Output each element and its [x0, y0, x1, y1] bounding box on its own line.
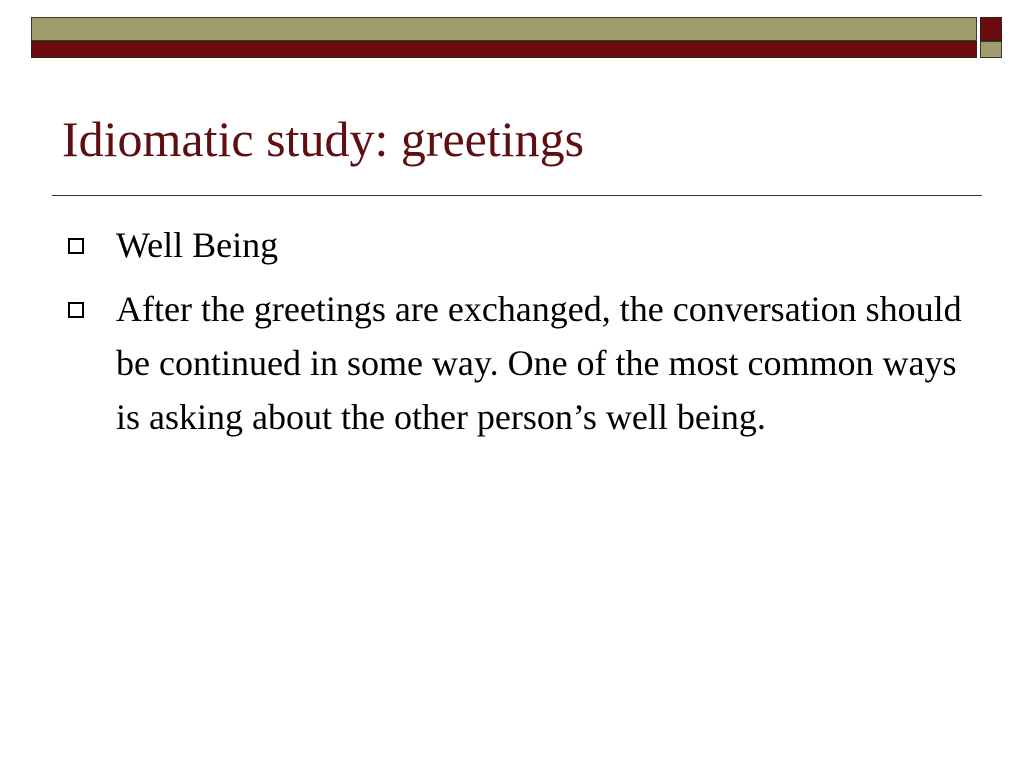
- header-bar-olive: [31, 17, 977, 41]
- hollow-square-bullet-icon: [68, 302, 84, 318]
- bullet-text: Well Being: [116, 225, 279, 265]
- bullet-item: [64, 218, 964, 272]
- title-divider: [52, 195, 982, 196]
- corner-square-maroon: [980, 17, 1002, 41]
- corner-square-olive: [980, 41, 1002, 58]
- bullet-text: After the greetings are exchanged, the conversation should be continued in some way. One of the most common ways is asking about the other person’s well being.: [116, 289, 962, 437]
- slide-title: Idiomatic study: greetings: [62, 111, 585, 167]
- bullet-list: [64, 218, 964, 454]
- header-bar-maroon: [31, 41, 977, 58]
- hollow-square-bullet-icon: [68, 238, 84, 254]
- bullet-item: [64, 282, 964, 444]
